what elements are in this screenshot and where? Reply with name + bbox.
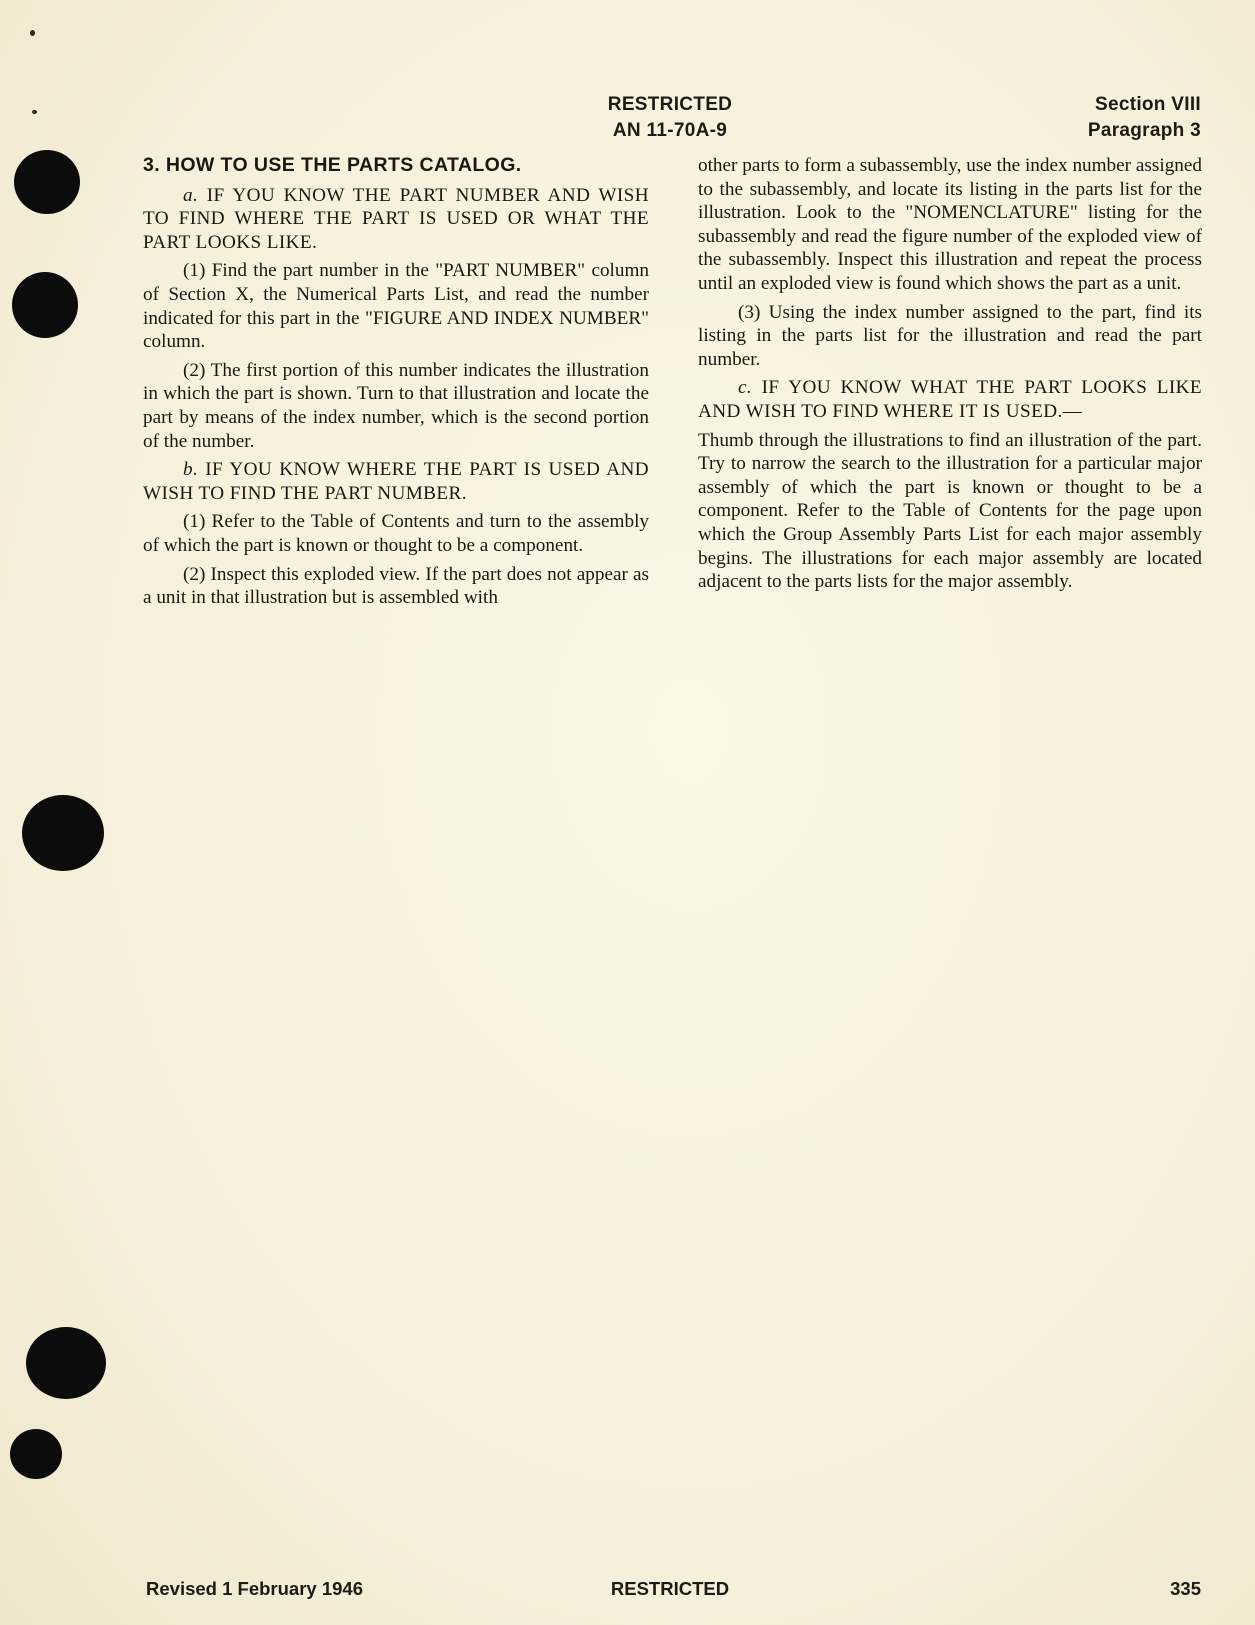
paper-speck	[30, 30, 35, 36]
binder-hole-4	[26, 1327, 106, 1399]
footer-classification: RESTRICTED	[610, 1578, 730, 1599]
subsection-b-letter: b.	[183, 459, 199, 481]
footer-page-number: 335	[1170, 1578, 1201, 1599]
subsection-a-title	[143, 184, 649, 255]
page-header-right	[1088, 92, 1201, 144]
footer-revision: Revised 1 February 1946	[146, 1578, 363, 1599]
paper-speck	[32, 110, 37, 114]
section-heading: 3. HOW TO USE THE PARTS CATALOG.	[143, 154, 522, 176]
subsection-b-step-2-part-1: (2) Inspect this exploded view. If the part does not appear as a unit in that illustration but is assembled with	[143, 563, 649, 609]
text-column-left	[143, 154, 649, 615]
subsection-b-title	[143, 458, 649, 505]
subsection-a-step-2: (2) The first portion of this number indicates the illustration in which the part is shown. Turn to that illustration and locate the part by means of the index number, which is the second portion of the number.	[143, 359, 649, 452]
subsection-b-step-1: (1) Refer to the Table of Contents and turn to the assembly of which the part is known or thought to be a component.	[143, 511, 649, 556]
text-column-right	[698, 154, 1202, 599]
subsection-c-title	[698, 376, 1202, 423]
header-paragraph: Paragraph 3	[1087, 120, 1201, 141]
header-section: Section VIII	[1094, 94, 1201, 115]
header-classification: RESTRICTED	[607, 94, 733, 115]
subsection-c-title-text: IF YOU KNOW WHAT THE PART LOOKS LIKE AND WISH TO FIND WHERE IT IS USED.—	[698, 377, 1202, 422]
binder-hole-2	[12, 272, 78, 338]
binder-hole-3	[22, 795, 104, 871]
page-header-center	[560, 92, 780, 144]
subsection-b-step-3: (3) Using the index number assigned to the part, find its listing in the parts list for the illustration and read the part number.	[698, 301, 1202, 370]
subsection-a-letter: a.	[183, 184, 199, 206]
subsection-c-text: Thumb through the illustrations to find an illustration of the part. Try to narrow the search to the illustration for a particular major assembly of which the part is known or thought to be a component. Refer to the Table of Contents for the page upon which the Group Assembly Parts List for each major assembly begins. The illustrations for each major assembly are located adjacent to the parts lists for the major assembly.	[698, 429, 1202, 593]
header-document-number: AN 11-70A-9	[612, 120, 728, 141]
subsection-a-title-text: IF YOU KNOW THE PART NUMBER AND WISH TO FIND WHERE THE PART IS USED OR WHAT THE PART LOOKS LIKE.	[143, 184, 649, 253]
subsection-b-step-2-part-2: other parts to form a subassembly, use the index number assigned to the subassembly, and locate its listing in the parts list for the illustration. Look to the "NOMENCLATURE" listing for the subassembly and read the figure number of the exploded view of the subassembly. Inspect this illustration and repeat the process until an exploded view is found which shows the part as a unit.	[698, 155, 1202, 294]
binder-hole-1	[14, 150, 80, 214]
subsection-b-title-text: IF YOU KNOW WHERE THE PART IS USED AND WISH TO FIND THE PART NUMBER.	[143, 459, 649, 504]
binder-hole-5	[10, 1429, 62, 1479]
subsection-a-step-1: (1) Find the part number in the "PART NUMBER" column of Section X, the Numerical Parts List, and read the number indicated for this part in the "FIGURE AND INDEX NUMBER" column.	[143, 260, 649, 353]
subsection-c-letter: c.	[738, 377, 753, 399]
